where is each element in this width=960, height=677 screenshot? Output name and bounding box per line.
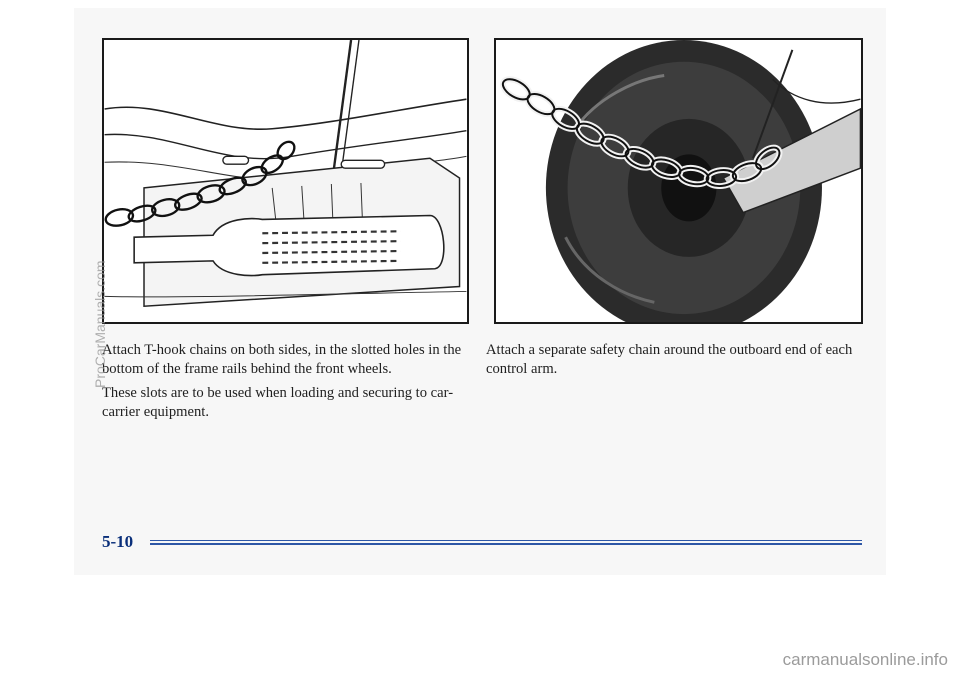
frame-rail-caption: Attach T-hook chains on both sides, in the slotted holes in the bottom of the frame rails behind the front wheels. bbox=[102, 342, 462, 377]
footer-rule bbox=[150, 540, 862, 545]
side-watermark: ProCarManuals.com bbox=[92, 260, 108, 388]
manual-page bbox=[74, 8, 886, 575]
frame-rail-chain-illustration bbox=[102, 38, 469, 324]
control-arm-chain-illustration bbox=[494, 38, 863, 324]
car-carrier-caption: These slots are to be used when loading and securing to car-carrier equipment. bbox=[102, 385, 454, 420]
bottom-watermark: carmanualsonline.info bbox=[782, 650, 948, 669]
page-number: 5-10 bbox=[102, 532, 134, 551]
safety-chain-caption: Attach a separate safety chain around the outboard end of each control arm. bbox=[486, 342, 853, 377]
